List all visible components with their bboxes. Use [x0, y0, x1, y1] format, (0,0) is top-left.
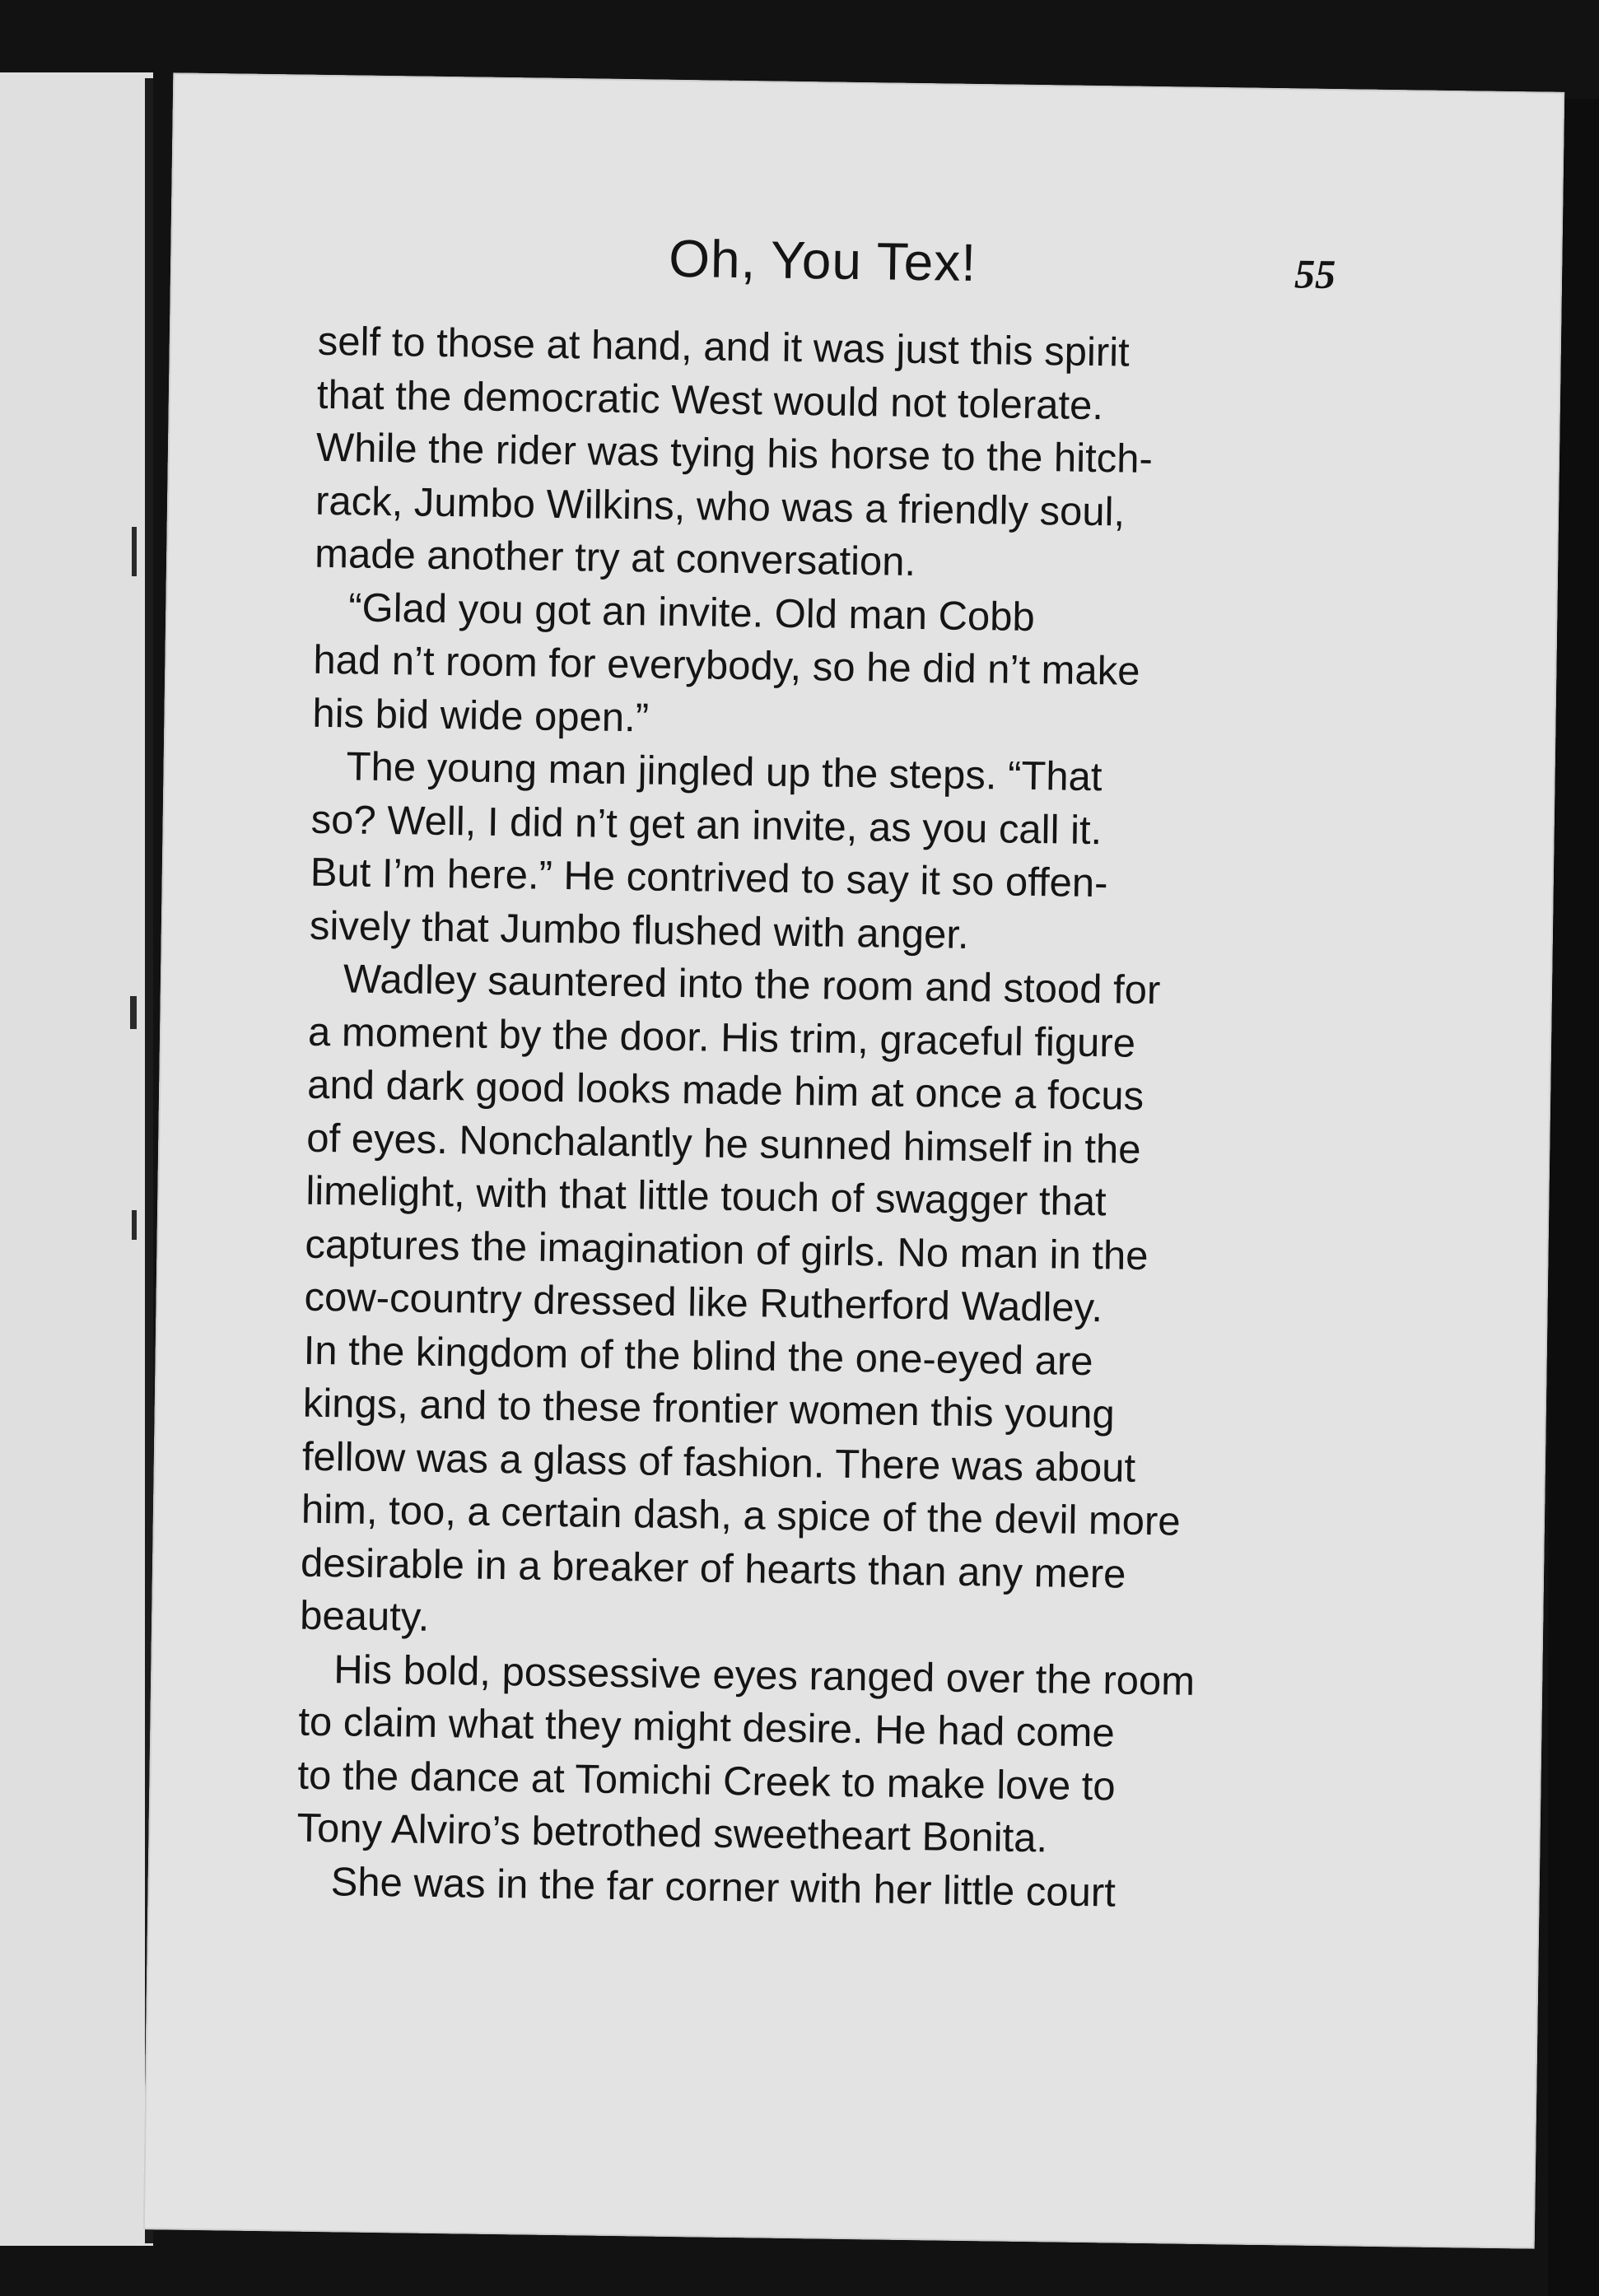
margin-mark [132, 527, 137, 576]
margin-mark [130, 996, 137, 1029]
facing-page-edge [0, 72, 153, 2246]
paragraph: self to those at hand, and it was just this spirit that the democratic West would not tolerate. While the rider was tying his horse to the hitch- rack, Jumbo Wilkins, who was a friendly soul, made another try at conversation. [314, 319, 1154, 584]
paragraph: She was in the far corner with her little court [330, 1859, 1117, 1916]
page-number: 55 [1294, 250, 1336, 298]
margin-mark [132, 1210, 137, 1240]
book-page [143, 72, 1564, 2248]
body-text [296, 315, 1351, 1922]
paragraph: The young man jingled up the steps. “That so? Well, I did n’t get an invite, as you call it. But I’m here.” He contrived to say it so offen- sively that Jumbo flushed with anger. [309, 744, 1108, 957]
paragraph: “Glad you got an invite. Old man Cobb had n’t room for everybody, so he did n’t make his bid wide open.” [312, 584, 1140, 740]
running-title: Oh, You Tex! [668, 228, 977, 292]
paragraph: His bold, possessive eyes ranged over the room to claim what they might desire. He had come to the dance at Tomichi Creek to make love to Tony Alviro’s betrothed sweetheart Bonita. [296, 1646, 1196, 1861]
page-header [170, 221, 1562, 331]
paragraph: Wadley sauntered into the room and stood for a moment by the door. His trim, graceful figure and dark good looks made him at once a focus of eyes. Nonchalantly he sunned himself in the limelight, with that little touch of swagger that captures the imagination of girls. No man in the cow-country dressed like Rutherford Wadley. In the kingdom of the blind the one-eyed are kings, and to these frontier women this young fellow was a glass of fashion. There was about him, too, a certain dash, a spice of the devil more desirable in a breaker of hearts than any mere beauty. [299, 957, 1181, 1640]
